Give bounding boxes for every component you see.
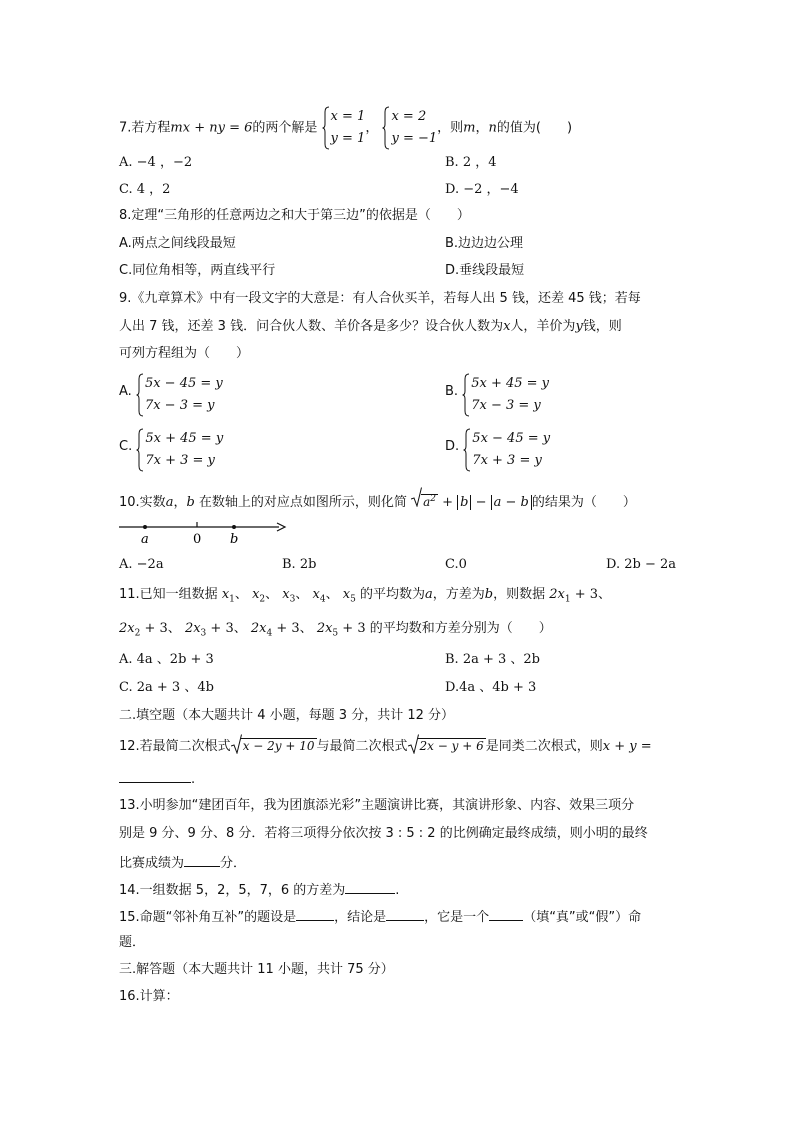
q10-var-a: a xyxy=(165,495,174,510)
q7-sep: ， xyxy=(365,120,379,136)
q9-line2-a: 人出 7 钱，还差 3 钱．问合伙人数、羊价各是多少？设合伙人数为 xyxy=(119,319,504,334)
q13-line-1: 13.小明参加“建团百年，我为团旗添光彩”主题演讲比赛，其演讲形象、内容、效果三项分 xyxy=(119,798,635,813)
q11-sub2: 2 xyxy=(259,594,266,605)
q11-t5-x: 2x xyxy=(316,621,333,636)
q9-b-row2: 7x − 3 = y xyxy=(471,398,541,413)
q15-line-2: 题． xyxy=(119,935,146,950)
q15-a: 15.命题“邻补角互补”的题设是 xyxy=(119,910,297,925)
q8-option-d: D.垂线段最短 xyxy=(445,263,525,278)
q7-solution-1 xyxy=(322,106,366,150)
q7-suffix-b: 的值为( ) xyxy=(496,120,573,136)
label-b: b xyxy=(230,532,239,547)
q12-expr: x + y = xyxy=(602,739,652,754)
section-3-heading: 三.解答题（本大题共计 11 小题，共计 75 分） xyxy=(119,962,394,977)
q15-b: ，结论是 xyxy=(334,910,387,925)
q12-mid: 与最简二次根式 xyxy=(316,739,408,754)
q10-sqrt-exp: 2 xyxy=(430,494,436,504)
q11-sub4: 4 xyxy=(319,594,326,605)
q11-x1: x xyxy=(221,587,230,602)
q7-comma: ， xyxy=(475,120,489,136)
q9-c-row1: 5x + 45 = y xyxy=(145,431,224,446)
q11-t1-x: 2x xyxy=(549,587,565,602)
q12-end: . xyxy=(191,772,196,787)
q12-sqrt-2 xyxy=(408,737,486,756)
q10-minus: − xyxy=(471,495,491,510)
q11-t1-sub: 1 xyxy=(564,594,571,605)
q13-line-2: 别是 9 分、9 分、8 分．若将三项得分依次按 3 : 5 : 2 的比例确定最终成绩，则小明的最终 xyxy=(119,826,648,841)
q15-truth-blank[interactable] xyxy=(489,906,523,921)
q11-t1-plus3: + 3 xyxy=(570,587,599,602)
q8-option-c: C.同位角相等，两直线平行 xyxy=(119,263,276,278)
q11-t2-sub: 2 xyxy=(134,628,141,639)
q9-a-label: A. xyxy=(119,383,132,399)
q11-sep4: 、 xyxy=(325,587,339,602)
q15-conclusion-blank[interactable] xyxy=(386,906,424,921)
q11-t4-x: 2x xyxy=(250,621,267,636)
q9-option-b xyxy=(445,373,549,417)
q13-line-3 xyxy=(119,852,246,873)
q10-prefix: 10.实数 xyxy=(119,495,166,510)
q15-d: （填“真”或“假”）命 xyxy=(523,910,642,925)
question-14 xyxy=(119,879,399,900)
q11-mid-b: ，方差为 xyxy=(432,587,485,602)
q8-option-b: B.边边边公理 xyxy=(445,236,524,251)
q9-d-label: D. xyxy=(445,438,460,454)
q10-mid: 在数轴上的对应点如图所示，则化简 xyxy=(194,495,407,510)
q11-suffix: 的平均数和方差分别为（ ） xyxy=(369,621,552,636)
q11-x3: x xyxy=(282,587,290,602)
q7-sol2-row1: x = 2 xyxy=(391,109,427,124)
q12-suffix: 是同类二次根式，则 xyxy=(485,739,603,754)
q12-line-2 xyxy=(119,768,195,789)
q9-d-row2: 7x + 3 = y xyxy=(472,453,542,468)
q11-x4: x xyxy=(312,587,320,602)
question-7 xyxy=(119,106,572,150)
q11-t3-sub: 3 xyxy=(200,628,207,639)
q11-t2-x: 2x xyxy=(119,621,135,636)
q10-abs-a-minus-b: a − b xyxy=(491,495,532,510)
q11-option-b: B. 2a + 3 、2b xyxy=(445,652,540,667)
q11-line-2 xyxy=(119,620,552,643)
q11-t5-plus3: + 3 xyxy=(338,621,366,636)
q7-mid: 的两个解是 xyxy=(252,120,318,136)
number-line xyxy=(119,518,289,548)
q10-sqrt-body: a xyxy=(423,495,431,509)
q9-a-system xyxy=(136,373,223,417)
q11-t2-sep: 、 xyxy=(167,621,181,636)
q11-x2: x xyxy=(252,587,260,602)
q10-var-b: b xyxy=(186,495,195,510)
q7-option-b: B. 2 ，4 xyxy=(445,155,497,170)
section-2-heading: 二.填空题（本大题共计 4 小题，每题 3 分，共计 12 分） xyxy=(119,708,455,723)
q12-line-1 xyxy=(119,737,652,756)
q11-mid-c: ，则数据 xyxy=(493,587,546,602)
q11-x5: x xyxy=(342,587,351,602)
q9-c-row2: 7x + 3 = y xyxy=(145,453,215,468)
q12-answer-blank[interactable] xyxy=(119,768,191,783)
q13-line3-b: 分． xyxy=(220,856,247,871)
q12-radicand-2: 2x − y + 6 xyxy=(419,739,484,753)
q13-answer-blank[interactable] xyxy=(184,852,220,867)
q9-d-row1: 5x − 45 = y xyxy=(472,431,551,446)
q11-sub1: 1 xyxy=(229,594,235,605)
q11-t2-plus3: + 3 xyxy=(140,621,168,636)
q11-t3-x: 2x xyxy=(184,621,201,636)
q9-option-a xyxy=(119,373,223,417)
label-zero: 0 xyxy=(193,532,202,547)
q11-mid-a: 的平均数为 xyxy=(359,587,425,602)
point-a xyxy=(143,525,147,529)
q11-t3-sep: 、 xyxy=(233,621,247,636)
q10-option-b: B. 2b xyxy=(282,557,317,572)
q15-premise-blank[interactable] xyxy=(296,906,334,921)
q9-line-1: 9.《九章算术》中有一段文字的大意是：有人合伙买羊，若每人出 5 钱，还差 45 钱；若每 xyxy=(119,291,641,306)
q11-line-1 xyxy=(119,586,611,609)
q10-suffix: 的结果为（ ） xyxy=(531,495,636,510)
q7-prefix: 7.若方程 xyxy=(119,120,171,136)
q7-equation: mx + ny = 6 xyxy=(170,120,253,136)
q11-sep3: 、 xyxy=(295,587,309,602)
q10-plus: + xyxy=(437,495,458,510)
q11-t5-sub: 5 xyxy=(332,628,339,639)
q9-line-3: 可列方程组为（ ） xyxy=(119,346,250,361)
q10-option-a: A. −2a xyxy=(119,557,164,572)
q14-text: 14.一组数据 5，2，5，7，6 的方差为 xyxy=(119,883,346,898)
q7-option-c: C. 4 ，2 xyxy=(119,182,171,197)
q9-var-x: x xyxy=(503,319,511,334)
q15-c: ，它是一个 xyxy=(424,910,490,925)
q10-abs-b: b xyxy=(457,495,471,510)
q9-option-d xyxy=(445,428,550,472)
q13-line3-a: 比赛成绩为 xyxy=(119,856,185,871)
q11-option-d: D.4a 、4b + 3 xyxy=(445,680,537,695)
q12-prefix: 12.若最简二次根式 xyxy=(119,739,231,754)
q10-sqrt xyxy=(411,490,438,512)
q11-var-a: a xyxy=(425,587,433,602)
q10-comma: ， xyxy=(173,495,187,510)
question-8: 8.定理“三角形的任意两边之和大于第三边”的依据是（ ） xyxy=(119,208,470,223)
q14-end: . xyxy=(395,883,400,898)
q11-option-c: C. 2a + 3 、4b xyxy=(119,680,214,695)
q12-sqrt-1 xyxy=(231,737,317,756)
q7-solution-2 xyxy=(382,106,437,150)
q11-sep2: 、 xyxy=(265,587,279,602)
q11-sep1: 、 xyxy=(234,587,248,602)
q11-prefix: 11.已知一组数据 xyxy=(119,587,218,602)
q11-var-b: b xyxy=(484,587,494,602)
q14-answer-blank[interactable] xyxy=(345,879,395,894)
q7-option-a: A. −4 ，−2 xyxy=(119,155,193,170)
q7-suffix-a: ，则 xyxy=(437,120,464,136)
q8-option-a: A.两点之间线段最短 xyxy=(119,236,236,251)
q9-line2-b: 人，羊价为 xyxy=(510,319,576,334)
q9-c-label: C. xyxy=(119,438,133,454)
q7-var-n: n xyxy=(488,120,497,136)
point-b xyxy=(232,525,236,529)
q7-sol1-row2: y = 1 xyxy=(330,131,366,146)
q11-t4-sub: 4 xyxy=(266,628,273,639)
q9-var-y: y xyxy=(575,319,583,334)
q7-option-d: D. −2 ，−4 xyxy=(445,182,519,197)
q9-b-row1: 5x + 45 = y xyxy=(471,376,550,391)
question-10 xyxy=(119,490,636,512)
q9-option-c xyxy=(119,428,223,472)
q9-line2-c: 钱，则 xyxy=(582,319,622,334)
q10-option-c: C.0 xyxy=(445,557,467,572)
q9-d-system xyxy=(463,428,550,472)
question-16: 16.计算： xyxy=(119,989,179,1004)
q7-sol1-row1: x = 1 xyxy=(330,109,366,124)
q11-option-a: A. 4a 、2b + 3 xyxy=(119,652,214,667)
q11-t4-sep: 、 xyxy=(299,621,313,636)
q15-line-1 xyxy=(119,906,641,927)
q10-option-d: D. 2b − 2a xyxy=(606,557,676,572)
q11-t3-plus3: + 3 xyxy=(206,621,234,636)
q9-b-label: B. xyxy=(445,383,459,399)
q9-a-row2: 7x − 3 = y xyxy=(144,398,215,413)
q11-sub3: 3 xyxy=(289,594,296,605)
q9-line-2 xyxy=(119,318,622,336)
q11-t4-plus3: + 3 xyxy=(272,621,300,636)
q12-radicand-1: x − 2y + 10 xyxy=(242,739,315,753)
q11-sub5: 5 xyxy=(350,594,356,605)
q9-b-system xyxy=(462,373,549,417)
q7-var-m: m xyxy=(463,120,476,136)
q11-t1-sep: 、 xyxy=(598,587,612,602)
q9-c-system xyxy=(136,428,223,472)
q7-sol2-row2: y = −1 xyxy=(391,131,438,146)
label-a: a xyxy=(141,532,149,547)
q9-a-row1: 5x − 45 = y xyxy=(144,376,223,391)
